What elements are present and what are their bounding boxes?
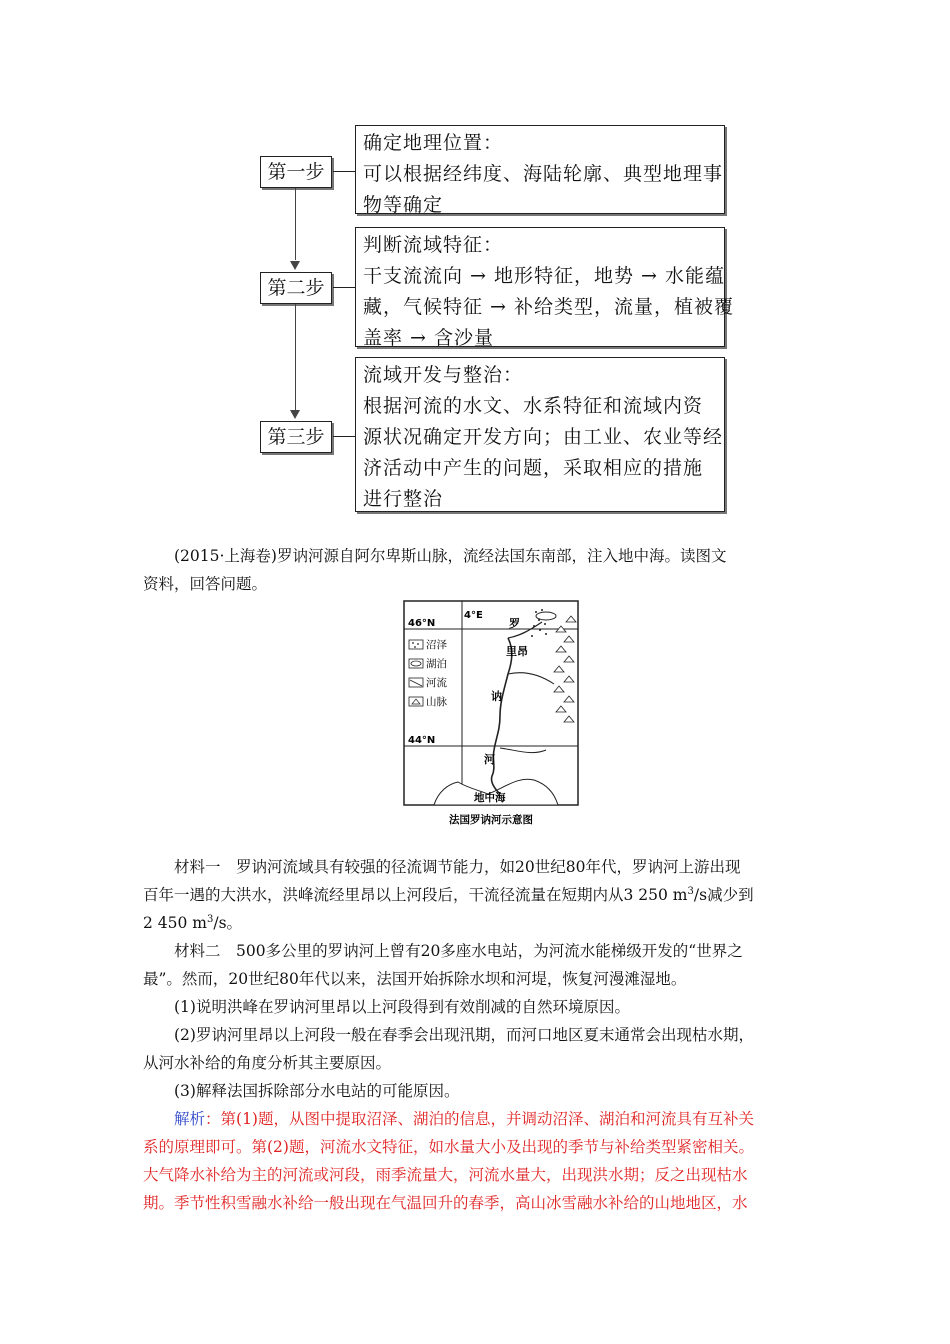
material-1-text: 2 450 m [143,914,207,932]
step-3-text: 济活动中产生的问题，采取相应的措施 [363,457,704,479]
superscript: 3 [207,913,214,925]
legend-mountain: 山脉 [426,696,447,708]
question-3: (3)解释法国拆除部分水电站的可能原因。 [174,1082,460,1100]
material-1-line [143,881,808,909]
step-3-text: 进行整治 [363,488,444,510]
marsh-legend-icon [409,640,423,649]
material-1-text: 百年一遇的大洪水，洪峰流经里昂以上河段后，干流径流量在短期内从3 250 m [143,886,688,904]
material-2-line: 材料二 500多公里的罗讷河上曾有20多座水电站，为河流水能梯级开发的“世界之 [174,942,743,960]
step-3-text: 源状况确定开发方向；由工业、农业等经 [363,426,724,448]
materials [143,853,808,1217]
intro-line: 资料，回答问题。 [143,575,268,593]
step-2-text: 盖率 → 含沙量 [363,327,494,349]
river-name-char: 罗 [509,617,520,630]
step-1-text: 可以根据经纬度、海陆轮廓、典型地理事 [363,163,724,185]
city-lyon-label: 里昂 [506,645,528,658]
flow-diagram [0,0,950,530]
step-3-title: 流域开发与整治： [363,364,524,386]
river-name-char: 河 [484,753,495,766]
analysis-text: ：第(1)题，从图中提取沼泽、湖泊的信息，并调动沼泽、湖泊和河流具有互补关 [205,1110,754,1128]
legend-river: 河流 [426,677,447,689]
question-intro [143,542,808,598]
step-3-box [355,357,725,512]
connector-1 [333,171,355,172]
lon-4e-label: 4°E [464,610,483,621]
rhone-map [396,598,586,830]
connector-2 [333,287,355,288]
step-2-title: 判断流域特征： [363,234,504,256]
river-name-char: 讷 [491,690,502,703]
arrow-line-1 [295,188,296,260]
analysis-line: 大气降水补给为主的河流或河段，雨季流量大，河流水量大，出现洪水期；反之出现枯水 [143,1166,748,1184]
intro-line: (2015·上海卷)罗讷河源自阿尔卑斯山脉，流经法国东南部，注入地中海。读图文 [174,547,727,565]
step-3-label: 第三步 [260,421,332,453]
legend-marsh: 沼泽 [426,639,447,651]
step-2-box [355,227,735,349]
step-3-text: 根据河流的水文、水系特征和流域内资 [363,395,704,417]
analysis-label: 解析 [174,1110,206,1128]
lat-44-label: 44°N [408,735,436,746]
arrow-line-2 [295,304,296,410]
question-1: (1)说明洪峰在罗讷河里昂以上河段得到有效削减的自然环境原因。 [174,998,630,1016]
connector-3 [333,436,355,437]
step-1-label: 第一步 [260,156,332,188]
material-1-unit: /s。 [213,914,243,932]
step-1-text: 物等确定 [363,194,444,216]
question-2: 从河水补给的角度分析其主要原因。 [143,1054,392,1072]
step-1-box [355,125,725,214]
lat-46-label: 46°N [408,618,436,629]
arrow-head-1 [290,261,300,270]
analysis-line [143,1105,808,1133]
question-2: (2)罗讷河里昂以上河段一般在春季会出现汛期，而河口地区夏末通常会出现枯水期， [174,1026,754,1044]
material-2-line: 最”。然而，20世纪80年代以来，法国开始拆除水坝和河堤，恢复河漫滩湿地。 [143,970,687,988]
superscript: 3 [687,885,694,897]
analysis-line: 期。季节性积雪融水补给一般出现在气温回升的春季，高山冰雪融水补给的山地地区，水 [143,1194,748,1212]
map-caption: 法国罗讷河示意图 [449,814,533,826]
lake [536,612,556,620]
analysis-line: 系的原理即可。第(2)题，河流水文特征，如水量大小及出现的季节与补给类型紧密相关。 [143,1138,754,1156]
step-2-label: 第二步 [260,272,332,304]
step-2-text: 藏，气候特征 → 补给类型，流量，植被覆 [363,296,735,318]
sea-label: 地中海 [474,792,506,804]
legend-lake: 湖泊 [426,658,447,670]
arrow-head-2 [290,410,300,419]
material-1-line [143,909,808,937]
step-1-title: 确定地理位置： [363,132,504,154]
material-1-unit: /s减少到 [693,886,754,904]
step-2-text: 干支流流向 → 地形特征，地势 → 水能蕴 [363,265,725,287]
material-1-line: 材料一 罗讷河流域具有较强的径流调节能力，如20世纪80年代，罗讷河上游出现 [174,858,741,876]
